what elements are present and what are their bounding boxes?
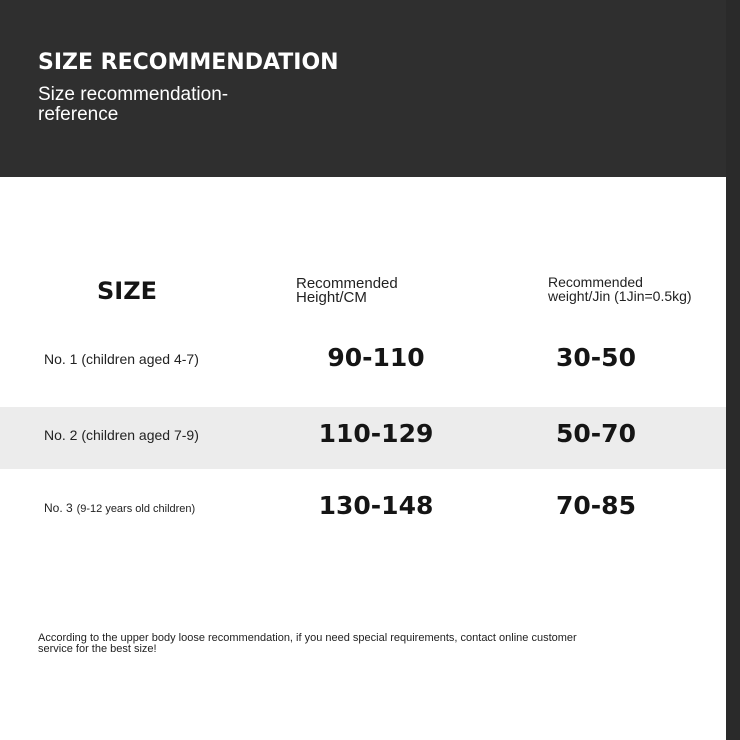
row-height-value: 130-148 [318, 491, 434, 520]
row-size-label: No. 2 (children aged 7-9) [44, 427, 199, 443]
row-weight-value: 70-85 [556, 491, 636, 520]
column-header-size: SIZE [97, 277, 158, 305]
row-weight-value: 50-70 [556, 419, 636, 448]
table-row [0, 331, 726, 393]
column-header-height: Recommended Height/CM [296, 275, 398, 306]
header-banner [0, 0, 726, 177]
footnote: According to the upper body loose recommendation, if you need special requirements, contact online customer service for the best size! [38, 632, 577, 655]
page-title: SIZE RECOMMENDATION [38, 50, 339, 75]
row-height-value: 110-129 [318, 419, 434, 448]
right-edge-strip [726, 0, 740, 740]
row-size-label-prefix: No. 3 [44, 501, 73, 515]
row-size-label: No. 1 (children aged 4-7) [44, 351, 199, 367]
table-row [0, 479, 726, 541]
table-header [0, 260, 726, 330]
row-height-value: 90-110 [327, 343, 425, 372]
page-subtitle: Size recommendation-reference [38, 84, 229, 125]
table-row [0, 407, 726, 469]
row-weight-value: 30-50 [556, 343, 636, 372]
row-size-label-suffix: (9-12 years old children) [76, 503, 196, 515]
column-header-weight: Recommended weight/Jin (1Jin=0.5kg) [548, 274, 692, 304]
row-size-label [44, 499, 195, 515]
